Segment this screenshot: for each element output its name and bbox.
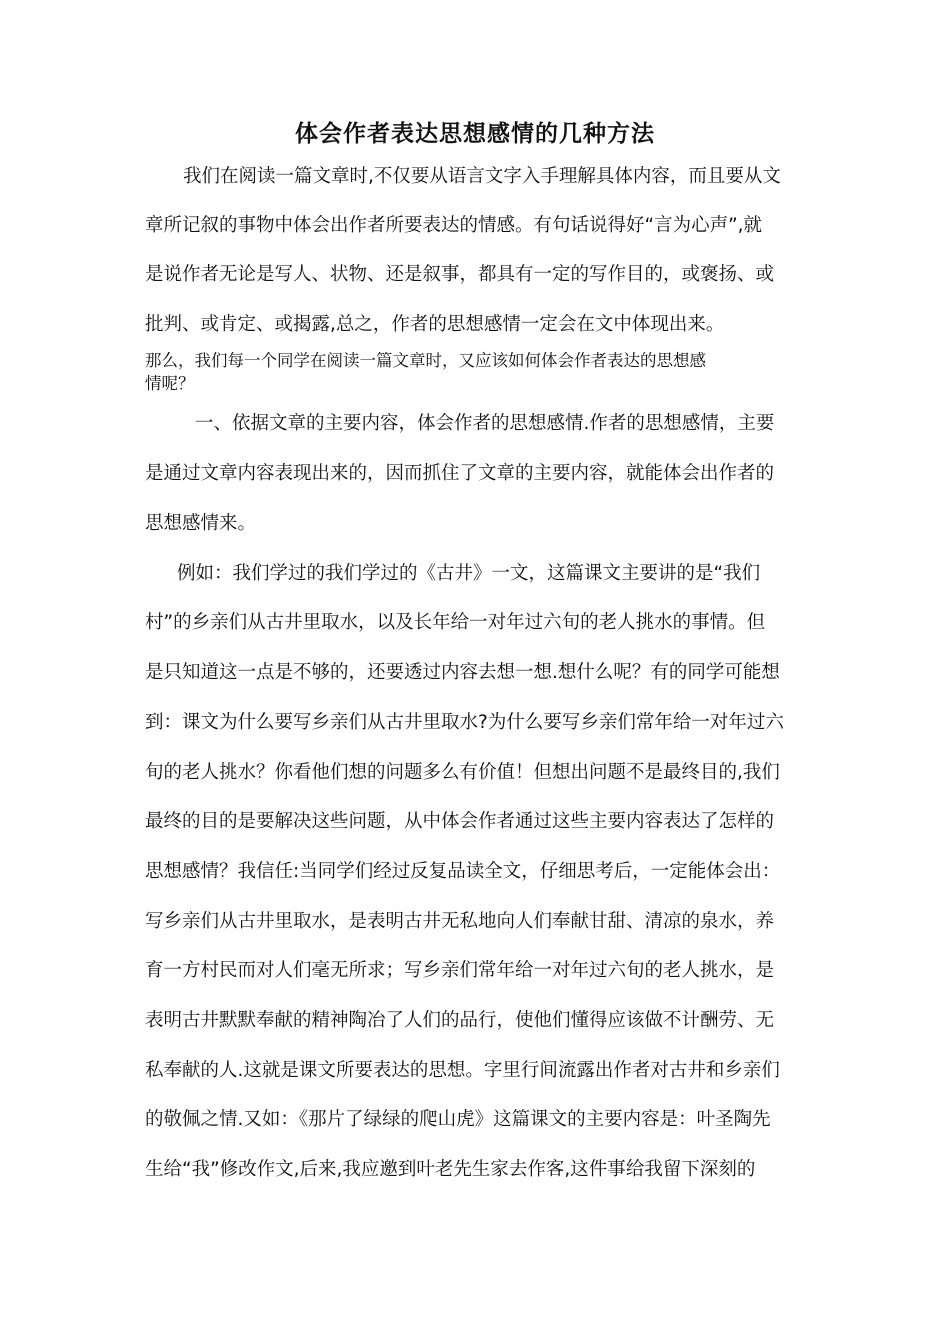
paragraph-line: 私奉献的人.这就是课文所要表达的思想。字里行间流露出作者对古井和乡亲们 (145, 1060, 780, 1081)
paragraph-line: 表明古井默默奉献的精神陶冶了人们的品行，使他们懂得应该做不计酬劳、无 (145, 1010, 775, 1031)
paragraph-line: 那么，我们每一个同学在阅读一篇文章时，又应该如何体会作者表达的思想感 (145, 351, 706, 370)
paragraph-line: 最终的目的是要解决这些问题，从中体会作者通过这些主要内容表达了怎样的 (145, 811, 775, 832)
paragraph-line: 的敬佩之情.又如：《那片了绿绿的爬山虎》这篇课文的主要内容是：叶圣陶先 (145, 1109, 771, 1130)
paragraph-line: 生给“我”修改作文,后来,我应邀到叶老先生家去作客,这件事给我留下深刻的 (145, 1159, 756, 1180)
section-heading-line: 一、依据文章的主要内容，体会作者的思想感情.作者的思想感情，主要 (195, 413, 775, 434)
paragraph-line: 育一方村民而对人们毫无所求；写乡亲们常年给一对年过六旬的老人挑水，是 (145, 960, 775, 981)
paragraph-line: 是只知道这一点是不够的，还要透过内容去想一想.想什么呢？有的同学可能想 (145, 662, 780, 683)
paragraph-line: 是说作者无论是写人、状物、还是叙事，都具有一定的写作目的，或褒扬、或 (145, 264, 775, 285)
paragraph-line: 思想感情？我信任:当同学们经过反复品读全文，仔细思考后，一定能体会出： (145, 861, 781, 882)
paragraph-line: 到：课文为什么要写乡亲们从古井里取水?为什么要写乡亲们常年给一对年过六 (145, 712, 784, 733)
paragraph-line: 章所记叙的事物中体会出作者所要表达的情感。有句话说得好“言为心声”,就 (145, 215, 763, 236)
document-title: 体会作者表达思想感情的几种方法 (295, 120, 655, 147)
paragraph-line: 情呢？ (145, 374, 195, 393)
paragraph-line: 旬的老人挑水？你看他们想的问题多么有价值！但想出问题不是最终目的,我们 (145, 762, 780, 783)
paragraph-line: 思想感情来。 (145, 513, 257, 534)
paragraph-line: 我们在阅读一篇文章时,不仅要从语言文字入手理解具体内容，而且要从文 (183, 166, 781, 187)
paragraph-line: 是通过文章内容表现出来的，因而抓住了文章的主要内容，就能体会出作者的 (145, 463, 775, 484)
paragraph-line: 村”的乡亲们从古井里取水，以及长年给一对年过六旬的老人挑水的事情。但 (145, 612, 766, 633)
paragraph-line: 批判、或肯定、或揭露,总之，作者的思想感情一定会在文中体现出来。 (145, 314, 725, 335)
paragraph-line: 写乡亲们从古井里取水，是表明古井无私地向人们奉献甘甜、清凉的泉水，养 (145, 911, 775, 932)
paragraph-line: 例如：我们学过的我们学过的《古井》一文，这篇课文主要讲的是“我们 (177, 563, 761, 584)
